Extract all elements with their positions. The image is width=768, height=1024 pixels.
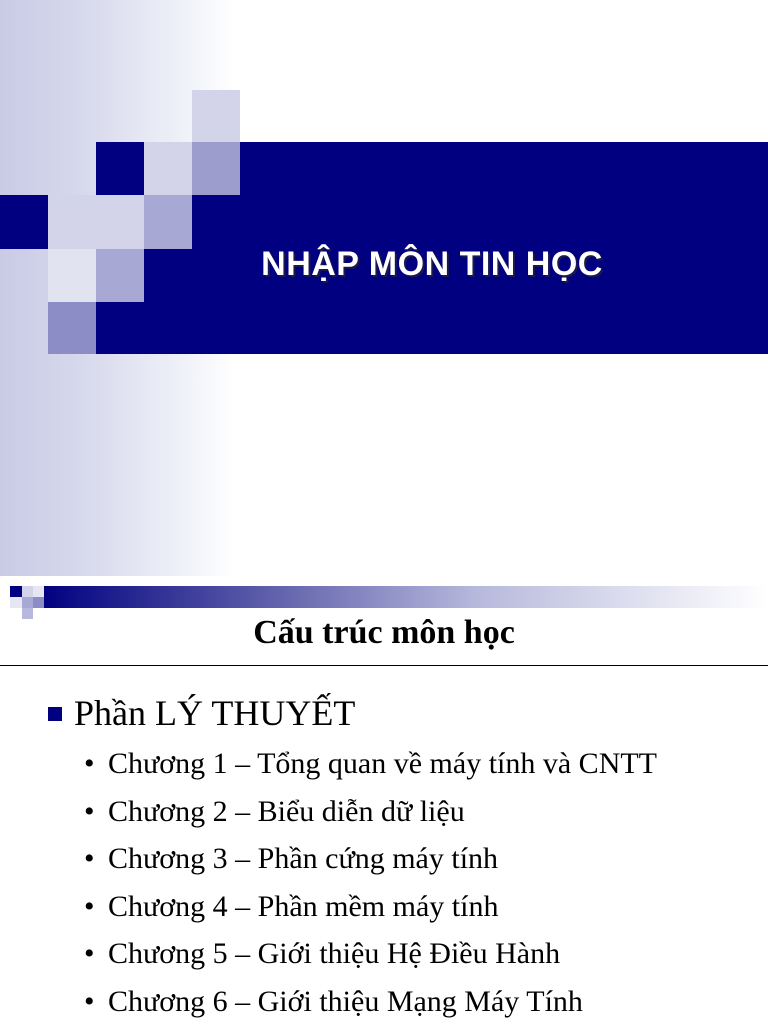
chapter-label: Chương 4 – Phần mềm máy tính (108, 889, 499, 923)
chapter-label: Chương 2 – Biểu diễn dữ liệu (108, 794, 465, 828)
decor-mini-square (33, 586, 44, 597)
content-slide (0, 576, 768, 1024)
decor-mini-square (22, 586, 33, 597)
bullet-dot: • (84, 794, 95, 828)
list-item (84, 930, 657, 978)
bullet-dot: • (84, 984, 95, 1018)
decor-square (192, 90, 240, 142)
section-bullet (48, 692, 355, 734)
square-bullet-icon (48, 707, 62, 721)
decor-mini-square (10, 586, 22, 597)
decor-square (192, 142, 240, 195)
list-item (84, 788, 657, 836)
chapter-label: Chương 1 – Tổng quan về máy tính và CNTT (108, 747, 658, 780)
bullet-dot: • (84, 937, 95, 970)
slide-title: NHẬP MÔN TIN HỌC (261, 245, 603, 283)
decor-square (48, 302, 96, 354)
decor-square (48, 249, 96, 302)
title-band-left-segment (0, 195, 50, 249)
chapter-list (84, 740, 657, 1024)
section-title: Phần LÝ THUYẾT (74, 693, 356, 733)
decor-mini-square (10, 597, 22, 608)
chapter-label: Chương 5 – Giới thiệu Hệ Điều Hành (108, 937, 561, 970)
heading-divider (0, 665, 768, 666)
decor-mini-square (33, 597, 44, 608)
chapter-label: Chương 6 – Giới thiệu Mạng Máy Tính (108, 984, 583, 1018)
bullet-dot: • (84, 842, 95, 875)
chapter-label: Chương 3 – Phần cứng máy tính (108, 842, 499, 875)
decor-square (144, 142, 192, 195)
decor-square (48, 195, 96, 249)
bullet-dot: • (84, 889, 95, 923)
list-item (84, 978, 657, 1024)
decor-square (96, 195, 144, 249)
slide-heading: Cấu trúc môn học (253, 614, 515, 651)
list-item (84, 883, 657, 931)
header-gradient-bar (40, 586, 768, 608)
decor-square (144, 195, 192, 249)
decor-mini-square (22, 597, 33, 608)
list-item (84, 835, 657, 883)
bullet-dot: • (84, 747, 95, 780)
list-item (84, 740, 657, 788)
